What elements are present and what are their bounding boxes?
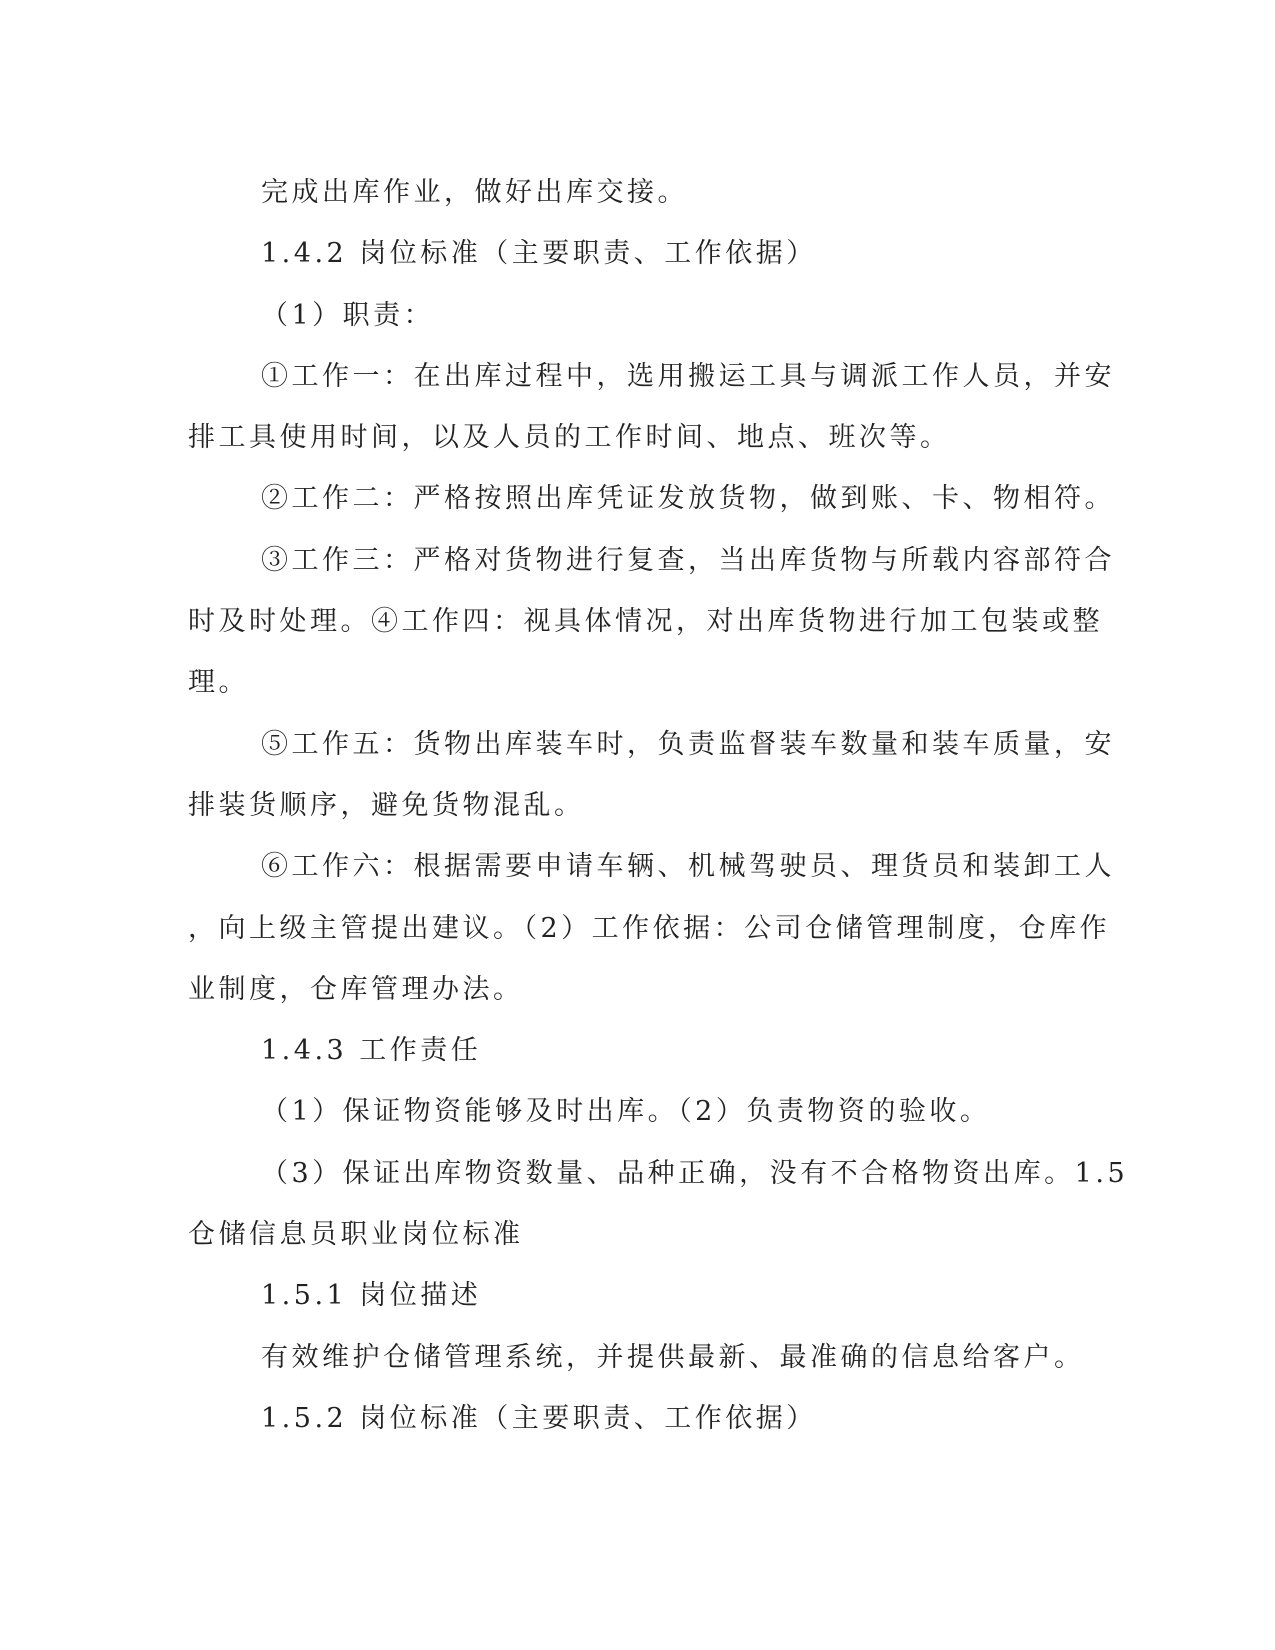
paragraph — [188, 714, 1115, 837]
section-heading — [188, 1020, 1078, 1081]
text-line: （1）职责： — [261, 299, 435, 331]
section-heading — [188, 1265, 1078, 1326]
body-text — [188, 162, 1129, 1449]
text-line: ③工作三：严格对货物进行复查，当出库货物与所载内容部符合 — [261, 544, 1115, 576]
section-heading — [188, 1388, 1078, 1449]
text-line: 1.4.2 岗位标准（主要职责、工作依据） — [261, 238, 817, 270]
text-line: ⑥工作六：根据需要申请车辆、机械驾驶员、理货员和装卸工人 — [261, 851, 1115, 883]
paragraph — [188, 162, 1078, 223]
text-line: 排装货顺序，避免货物混乱。 — [188, 789, 585, 821]
text-line: ①工作一：在出库过程中，选用搬运工具与调派工作人员，并安 — [261, 360, 1115, 392]
text-line: 时及时处理。④工作四：视具体情况，对出库货物进行加工包装或整 — [188, 606, 1103, 638]
paragraph — [188, 530, 1115, 714]
paragraph — [188, 1081, 1078, 1142]
text-line: ，向上级主管提出建议。（2）工作依据：公司仓储管理制度，仓库作 — [188, 912, 1111, 944]
text-line: 业制度，仓库管理办法。 — [188, 973, 524, 1005]
paragraph — [188, 346, 1115, 469]
text-line: 1.5.1 岗位描述 — [261, 1280, 482, 1312]
paragraph — [188, 468, 1115, 529]
text-line: 1.4.3 工作责任 — [261, 1035, 482, 1067]
text-line: 排工具使用时间，以及人员的工作时间、地点、班次等。 — [188, 422, 951, 454]
paragraph — [188, 836, 1115, 1020]
text-line: 理。 — [188, 667, 249, 699]
text-line: 完成出库作业，做好出库交接。 — [261, 177, 688, 208]
section-heading — [188, 223, 1078, 284]
text-line: 仓储信息员职业岗位标准 — [188, 1219, 524, 1251]
text-line: 1.5.2 岗位标准（主要职责、工作依据） — [261, 1402, 817, 1434]
paragraph — [188, 285, 1078, 346]
text-line: ⑤工作五：货物出库装车时，负责监督装车数量和装车质量，安 — [261, 728, 1115, 760]
paragraph — [188, 1327, 1085, 1388]
text-line: （3）保证出库物资数量、品种正确，没有不合格物资出库。1.5 — [261, 1157, 1129, 1189]
text-line: ②工作二：严格按照出库凭证发放货物，做到账、卡、物相符。 — [261, 483, 1115, 515]
paragraph — [188, 1143, 1129, 1266]
text-line: （1）保证物资能够及时出库。（2）负责物资的验收。 — [261, 1096, 991, 1128]
text-line: 有效维护仓储管理系统，并提供最新、最准确的信息给客户。 — [261, 1341, 1085, 1373]
